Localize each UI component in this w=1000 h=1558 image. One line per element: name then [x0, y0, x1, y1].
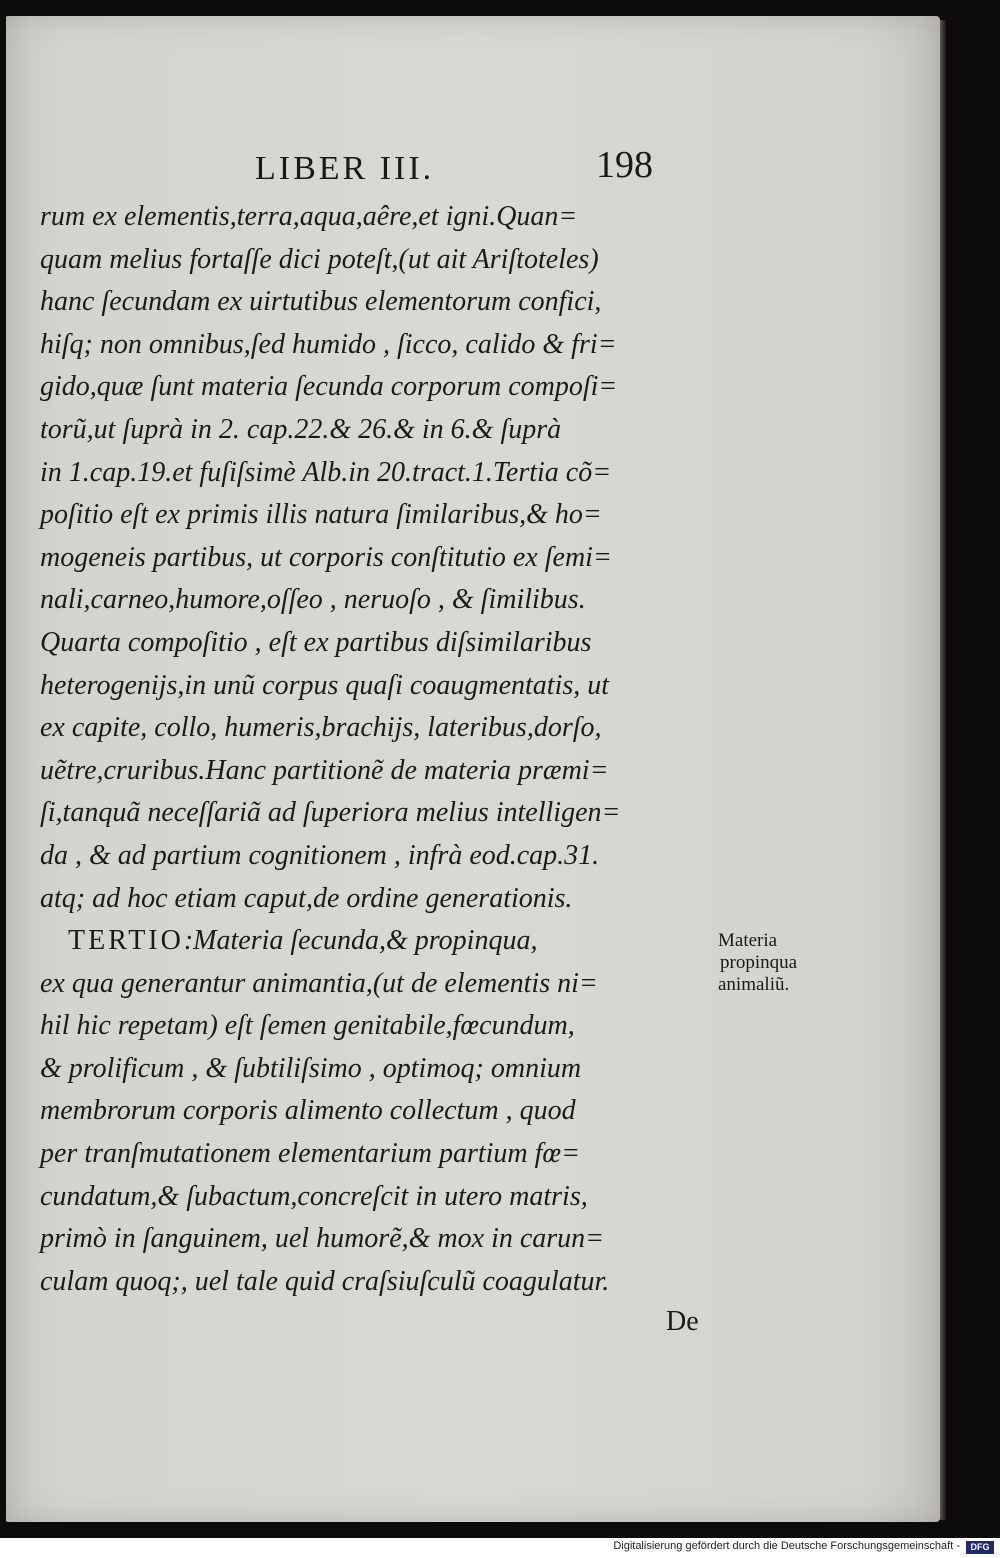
text-line: hiſq; non omnibus,ſed humido , ſicco, calido & fri=: [40, 328, 617, 360]
text-line: uẽtre,cruribus.Hanc partitionẽ de materia præmi=: [40, 754, 609, 786]
text-line: ſi,tanquã neceſſariã ad ſuperiora melius intelligen=: [40, 797, 621, 829]
text-line: ex qua generantur animantia,(ut de elementis ni=: [40, 967, 598, 999]
text-line: Quarta compoſitio , eſt ex partibus diſsimilaribus: [40, 626, 592, 658]
text-line: gido,quæ ſunt materia ſecunda corporum compoſi=: [40, 371, 618, 403]
text-line: in 1.cap.19.et fuſiſsimè Alb.in 20.tract.1.Tertia cõ=: [40, 456, 612, 488]
main-text-block: [40, 196, 720, 1303]
margin-note-line: animaliũ.: [718, 974, 790, 995]
text-line: cundatum,& ſubactum,concreſcit in utero matris,: [40, 1180, 588, 1212]
paragraph-first-line-rest: :Materia ſecunda,& propinqua,: [183, 925, 538, 957]
running-head: LIBER III.: [255, 150, 435, 187]
text-line: torũ,ut ſuprà in 2. cap.22.& 26.& in 6.& ſuprà: [40, 413, 562, 445]
text-line: primò in ſanguinem, uel humorẽ,& mox in carun=: [40, 1223, 605, 1255]
text-line: heterogenijs,in unũ corpus quaſi coaugmentatis, ut: [40, 669, 610, 701]
page-edge: [940, 20, 946, 1520]
text-line: quam melius fortaſſe dici poteſt,(ut ait Ariſtoteles): [40, 243, 599, 275]
paragraph-first-line: [40, 920, 720, 963]
text-line: & prolificum , & ſubtiliſsimo , optimoq; omnium: [40, 1052, 582, 1084]
margin-note: [718, 930, 858, 996]
catchword: De: [666, 1306, 699, 1337]
text-line: da , & ad partium cognitionem , infrà eod.cap.31.: [40, 839, 600, 871]
page-number: 198: [596, 144, 653, 186]
digitization-footer: [0, 1538, 1000, 1558]
text-line: ex capite, collo, humeris,brachijs, lateribus,dorſo,: [40, 712, 602, 744]
text-line: membrorum corporis alimento collectum , quod: [40, 1095, 576, 1127]
footer-credit: Digitalisierung gefördert durch die Deutsche Forschungsgemeinschaft -: [613, 1540, 960, 1552]
text-line: hil hic repetam) eſt ſemen genitabile,fœcundum,: [40, 1010, 575, 1042]
text-line: mogeneis partibus, ut corporis conſtitutio ex ſemi=: [40, 541, 612, 573]
margin-note-line: propinqua: [720, 952, 798, 973]
text-line: rum ex elementis,terra,aqua,aêre,et igni.Quan=: [40, 201, 578, 232]
text-line: culam quoq;, uel tale quid craſsiuſculũ coagulatur.: [40, 1265, 610, 1297]
text-line: poſitio eſt ex primis illis natura ſimilaribus,& ho=: [40, 499, 602, 531]
margin-note-line: Materia: [718, 930, 778, 951]
text-line: atq; ad hoc etiam caput,de ordine generationis.: [40, 882, 573, 914]
text-line: per tranſmutationem elementarium partium fœ=: [40, 1138, 580, 1170]
dfg-logo: DFG: [966, 1541, 994, 1554]
paragraph-lead-word: TERTIO: [68, 925, 184, 957]
text-line: nali,carneo,humore,oſſeo , neruoſo , & ſimilibus.: [40, 584, 586, 616]
text-line: hanc ſecundam ex uirtutibus elementorum confici,: [40, 286, 602, 318]
